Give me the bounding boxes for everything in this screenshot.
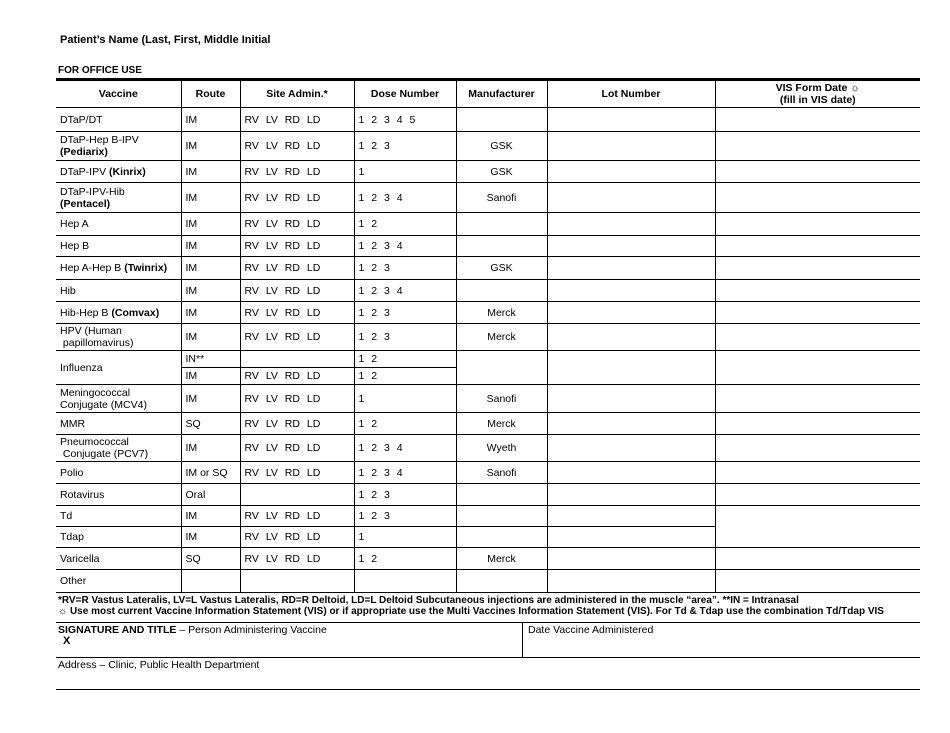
signature-top-rule: [56, 622, 920, 623]
footnote-site-legend: *RV=R Vastus Lateralis, LV=L Vastus Lateralis, RD=R Deltoid, LD=L Deltoid Subcutaneous injections are administered in the muscle “area”. **IN = Intranasal: [58, 595, 799, 606]
site-options[interactable]: RV LV RD LD: [240, 280, 354, 302]
site-options[interactable]: RV LV RD LD: [240, 385, 354, 413]
vaccine-name-text-2: Conjugate (PCV7): [62, 448, 149, 460]
dose-options[interactable]: 1 2 3 4: [354, 462, 456, 484]
manufacturer: [456, 527, 547, 548]
lot-number-field[interactable]: [547, 213, 715, 236]
vaccine-name: MMR: [56, 413, 181, 435]
table-row: [56, 183, 920, 213]
lot-number-field[interactable]: [547, 570, 715, 593]
col-vis: [715, 81, 920, 108]
site-options[interactable]: RV LV RD LD: [240, 435, 354, 462]
dose-options[interactable]: 1 2 3: [354, 132, 456, 161]
vaccine-name: Tdap: [56, 527, 181, 548]
vaccine-name: [56, 385, 181, 413]
vis-date-field[interactable]: [715, 236, 920, 257]
signature-label-bold: SIGNATURE AND TITLE: [58, 624, 177, 636]
vaccine-brand: (Twinrix): [124, 262, 168, 274]
vaccine-table: [56, 80, 920, 593]
route: IM: [181, 506, 240, 527]
manufacturer: Merck: [456, 302, 547, 324]
table-row: [56, 302, 920, 324]
vis-date-field[interactable]: [715, 413, 920, 435]
vaccine-name-text: DTaP-IPV-Hib: [60, 185, 125, 198]
route: SQ: [181, 413, 240, 435]
vaccine-name-text: Pneumococcal: [60, 436, 129, 448]
address-rule: [56, 689, 920, 690]
col-vaccine: Vaccine: [56, 81, 181, 108]
route: IM: [181, 213, 240, 236]
route: IN**: [181, 351, 240, 368]
dose-options[interactable]: 1 2 3: [354, 484, 456, 506]
vaccine-brand: (Comvax): [111, 306, 160, 319]
vis-date-field[interactable]: [715, 257, 920, 280]
manufacturer: GSK: [456, 161, 547, 183]
vaccine-name-text: DTaP-IPV: [60, 165, 110, 178]
dose-options[interactable]: 1 2 3 4: [354, 183, 456, 213]
office-use-label: FOR OFFICE USE: [58, 65, 142, 76]
manufacturer: Sanofi: [456, 462, 547, 484]
vaccine-name-text: Hep A-Hep B: [60, 262, 125, 274]
manufacturer: GSK: [456, 132, 547, 161]
vis-date-field[interactable]: [715, 570, 920, 593]
route: SQ: [181, 548, 240, 570]
vaccine-name: [56, 435, 181, 462]
vaccine-name-text: Meningococcal: [60, 386, 131, 399]
manufacturer: [456, 236, 547, 257]
manufacturer: [456, 108, 547, 132]
site-options[interactable]: RV LV RD LD: [240, 213, 354, 236]
vaccine-brand: (Pentacel): [60, 197, 111, 210]
signature-x-mark[interactable]: X: [63, 635, 71, 647]
vis-date-field[interactable]: [715, 462, 920, 484]
manufacturer: Sanofi: [456, 183, 547, 213]
col-manufacturer: Manufacturer: [456, 81, 547, 108]
dose-options[interactable]: 1: [354, 161, 456, 183]
dose-options[interactable]: 1 2 3 4: [354, 435, 456, 462]
vaccine-name: Hib: [56, 280, 181, 302]
col-route: Route: [181, 81, 240, 108]
vaccine-name: Varicella: [56, 548, 181, 570]
lot-number-field[interactable]: [547, 527, 715, 548]
table-row: [56, 484, 920, 506]
table-row: [56, 435, 920, 462]
route: IM: [181, 257, 240, 280]
dose-field[interactable]: [354, 570, 456, 593]
route: IM: [181, 385, 240, 413]
lot-number-field[interactable]: [547, 435, 715, 462]
lot-number-field[interactable]: [547, 484, 715, 506]
site-options[interactable]: RV LV RD LD: [240, 413, 354, 435]
vis-date-field[interactable]: [715, 324, 920, 351]
vis-date-field[interactable]: [715, 213, 920, 236]
manufacturer: [456, 213, 547, 236]
vaccine-name: [56, 183, 181, 213]
vaccine-name: Hep A: [56, 213, 181, 236]
footnote-vis: ☼ Use most current Vaccine Information Statement (VIS) or if appropriate use the Multi Vaccines Information Statement (VIS). For Td & Tdap use the combination Td/Tdap VIS: [58, 606, 884, 617]
col-dose: Dose Number: [354, 81, 456, 108]
vis-date-field[interactable]: [715, 108, 920, 132]
date-administered-label: Date Vaccine Administered: [528, 624, 654, 636]
col-lot: Lot Number: [547, 81, 715, 108]
table-row: [56, 161, 920, 183]
dose-options[interactable]: 1 2 3: [354, 324, 456, 351]
signature-label: [58, 624, 327, 636]
manufacturer: GSK: [456, 257, 547, 280]
table-row: [56, 132, 920, 161]
vaccine-name-text-2: papillomavirus): [62, 337, 134, 349]
lot-number-field[interactable]: [547, 385, 715, 413]
dose-options[interactable]: 1 2: [354, 368, 456, 385]
table-row: [56, 351, 920, 368]
table-row: [56, 413, 920, 435]
vaccine-name: DTaP/DT: [56, 108, 181, 132]
lot-number-field[interactable]: [547, 351, 715, 385]
dose-options[interactable]: 1 2: [354, 213, 456, 236]
site-options-empty: [240, 484, 354, 506]
vaccine-name: [56, 132, 181, 161]
vis-date-field[interactable]: [715, 506, 920, 548]
manufacturer: Merck: [456, 548, 547, 570]
dose-options[interactable]: 1 2 3 4 5: [354, 108, 456, 132]
signature-label-rest: – Person Administering Vaccine: [176, 624, 327, 636]
vis-date-field[interactable]: [715, 302, 920, 324]
site-options[interactable]: RV LV RD LD: [240, 506, 354, 527]
site-options[interactable]: RV LV RD LD: [240, 527, 354, 548]
vis-date-field[interactable]: [715, 548, 920, 570]
vaccine-name: Hep B: [56, 236, 181, 257]
table-row: [56, 280, 920, 302]
lot-number-field[interactable]: [547, 132, 715, 161]
dose-options[interactable]: 1 2 3: [354, 302, 456, 324]
route: IM: [181, 280, 240, 302]
site-options[interactable]: RV LV RD LD: [240, 257, 354, 280]
manufacturer: Wyeth: [456, 435, 547, 462]
manufacturer: Merck: [456, 324, 547, 351]
vaccine-name-text: DTaP-Hep B-IPV: [60, 134, 139, 146]
vis-date-field[interactable]: [715, 132, 920, 161]
manufacturer: [456, 351, 547, 385]
dose-options[interactable]: 1 2: [354, 351, 456, 368]
dose-options[interactable]: 1: [354, 385, 456, 413]
site-options[interactable]: RV LV RD LD: [240, 161, 354, 183]
dose-options[interactable]: 1 2 3 4: [354, 280, 456, 302]
manufacturer: [456, 280, 547, 302]
route: IM: [181, 302, 240, 324]
site-options[interactable]: RV LV RD LD: [240, 462, 354, 484]
vis-date-field[interactable]: [715, 351, 920, 385]
col-site: Site Admin.*: [240, 81, 354, 108]
site-options-empty: [240, 351, 354, 368]
lot-number-field[interactable]: [547, 108, 715, 132]
vis-date-field[interactable]: [715, 385, 920, 413]
table-row: [56, 462, 920, 484]
vis-date-field[interactable]: [715, 484, 920, 506]
vis-date-field[interactable]: [715, 435, 920, 462]
route: IM: [181, 132, 240, 161]
vaccine-name: Influenza: [56, 351, 181, 385]
vaccine-brand: (Kinrix): [109, 165, 146, 178]
table-row: [56, 506, 920, 527]
table-row: [56, 236, 920, 257]
lot-number-field[interactable]: [547, 280, 715, 302]
site-options[interactable]: RV LV RD LD: [240, 548, 354, 570]
dose-options[interactable]: 1 2 3: [354, 257, 456, 280]
table-header-row: [56, 81, 920, 108]
vaccine-name: [56, 161, 181, 183]
vaccine-name: [56, 324, 181, 351]
route: IM: [181, 108, 240, 132]
vaccine-name-text: Hib-Hep B: [60, 306, 112, 319]
table-row: [56, 570, 920, 593]
vaccine-name: Other: [56, 570, 181, 593]
site-options[interactable]: RV LV RD LD: [240, 368, 354, 385]
site-options[interactable]: RV LV RD LD: [240, 302, 354, 324]
vaccine-name: [56, 257, 181, 280]
lot-number-field[interactable]: [547, 302, 715, 324]
route: IM: [181, 236, 240, 257]
vis-date-field[interactable]: [715, 161, 920, 183]
lot-number-field[interactable]: [547, 257, 715, 280]
dose-options[interactable]: 1 2 3: [354, 506, 456, 527]
lot-number-field[interactable]: [547, 506, 715, 527]
site-options[interactable]: RV LV RD LD: [240, 108, 354, 132]
signature-mid-rule: [56, 657, 920, 658]
patient-name-label: Patient’s Name (Last, First, Middle Initial: [60, 34, 271, 46]
route: IM: [181, 435, 240, 462]
dose-options[interactable]: 1 2: [354, 413, 456, 435]
manufacturer: [456, 506, 547, 527]
table-row: [56, 108, 920, 132]
vaccine-name-text: HPV (Human: [60, 325, 122, 337]
lot-number-field[interactable]: [547, 183, 715, 213]
route: IM: [181, 183, 240, 213]
vis-date-field[interactable]: [715, 183, 920, 213]
site-options[interactable]: RV LV RD LD: [240, 324, 354, 351]
dose-options[interactable]: 1 2 3 4: [354, 236, 456, 257]
lot-number-field[interactable]: [547, 462, 715, 484]
signature-divider: [522, 622, 523, 657]
site-field[interactable]: [240, 570, 354, 593]
route: IM: [181, 161, 240, 183]
route: IM or SQ: [181, 462, 240, 484]
dose-options[interactable]: 1 2: [354, 548, 456, 570]
vaccine-name: Polio: [56, 462, 181, 484]
lot-number-field[interactable]: [547, 548, 715, 570]
vaccine-name: Td: [56, 506, 181, 527]
lot-number-field[interactable]: [547, 161, 715, 183]
manufacturer: Sanofi: [456, 385, 547, 413]
lot-number-field[interactable]: [547, 413, 715, 435]
table-row: [56, 548, 920, 570]
dose-options[interactable]: 1: [354, 527, 456, 548]
vaccine-name: [56, 302, 181, 324]
lot-number-field[interactable]: [547, 324, 715, 351]
vaccine-name-text-2: Conjugate (MCV4): [60, 398, 147, 411]
lot-number-field[interactable]: [547, 236, 715, 257]
route: Oral: [181, 484, 240, 506]
table-row: [56, 324, 920, 351]
col-vis-line1: VIS Form Date ☼: [775, 82, 860, 94]
table-row: [56, 257, 920, 280]
site-options[interactable]: RV LV RD LD: [240, 132, 354, 161]
route: IM: [181, 324, 240, 351]
table-row: [56, 385, 920, 413]
vis-date-field[interactable]: [715, 280, 920, 302]
route-field[interactable]: [181, 570, 240, 593]
vaccine-brand: (Pediarix): [60, 146, 108, 158]
manufacturer: Merck: [456, 413, 547, 435]
route: IM: [181, 527, 240, 548]
manufacturer-field[interactable]: [456, 570, 547, 593]
route: IM: [181, 368, 240, 385]
site-options[interactable]: RV LV RD LD: [240, 183, 354, 213]
manufacturer: [456, 484, 547, 506]
site-options[interactable]: RV LV RD LD: [240, 236, 354, 257]
table-row: [56, 213, 920, 236]
col-vis-line2: (fill in VIS date): [779, 94, 856, 106]
address-label: Address – Clinic, Public Health Department: [58, 659, 260, 671]
vaccine-name: Rotavirus: [56, 484, 181, 506]
